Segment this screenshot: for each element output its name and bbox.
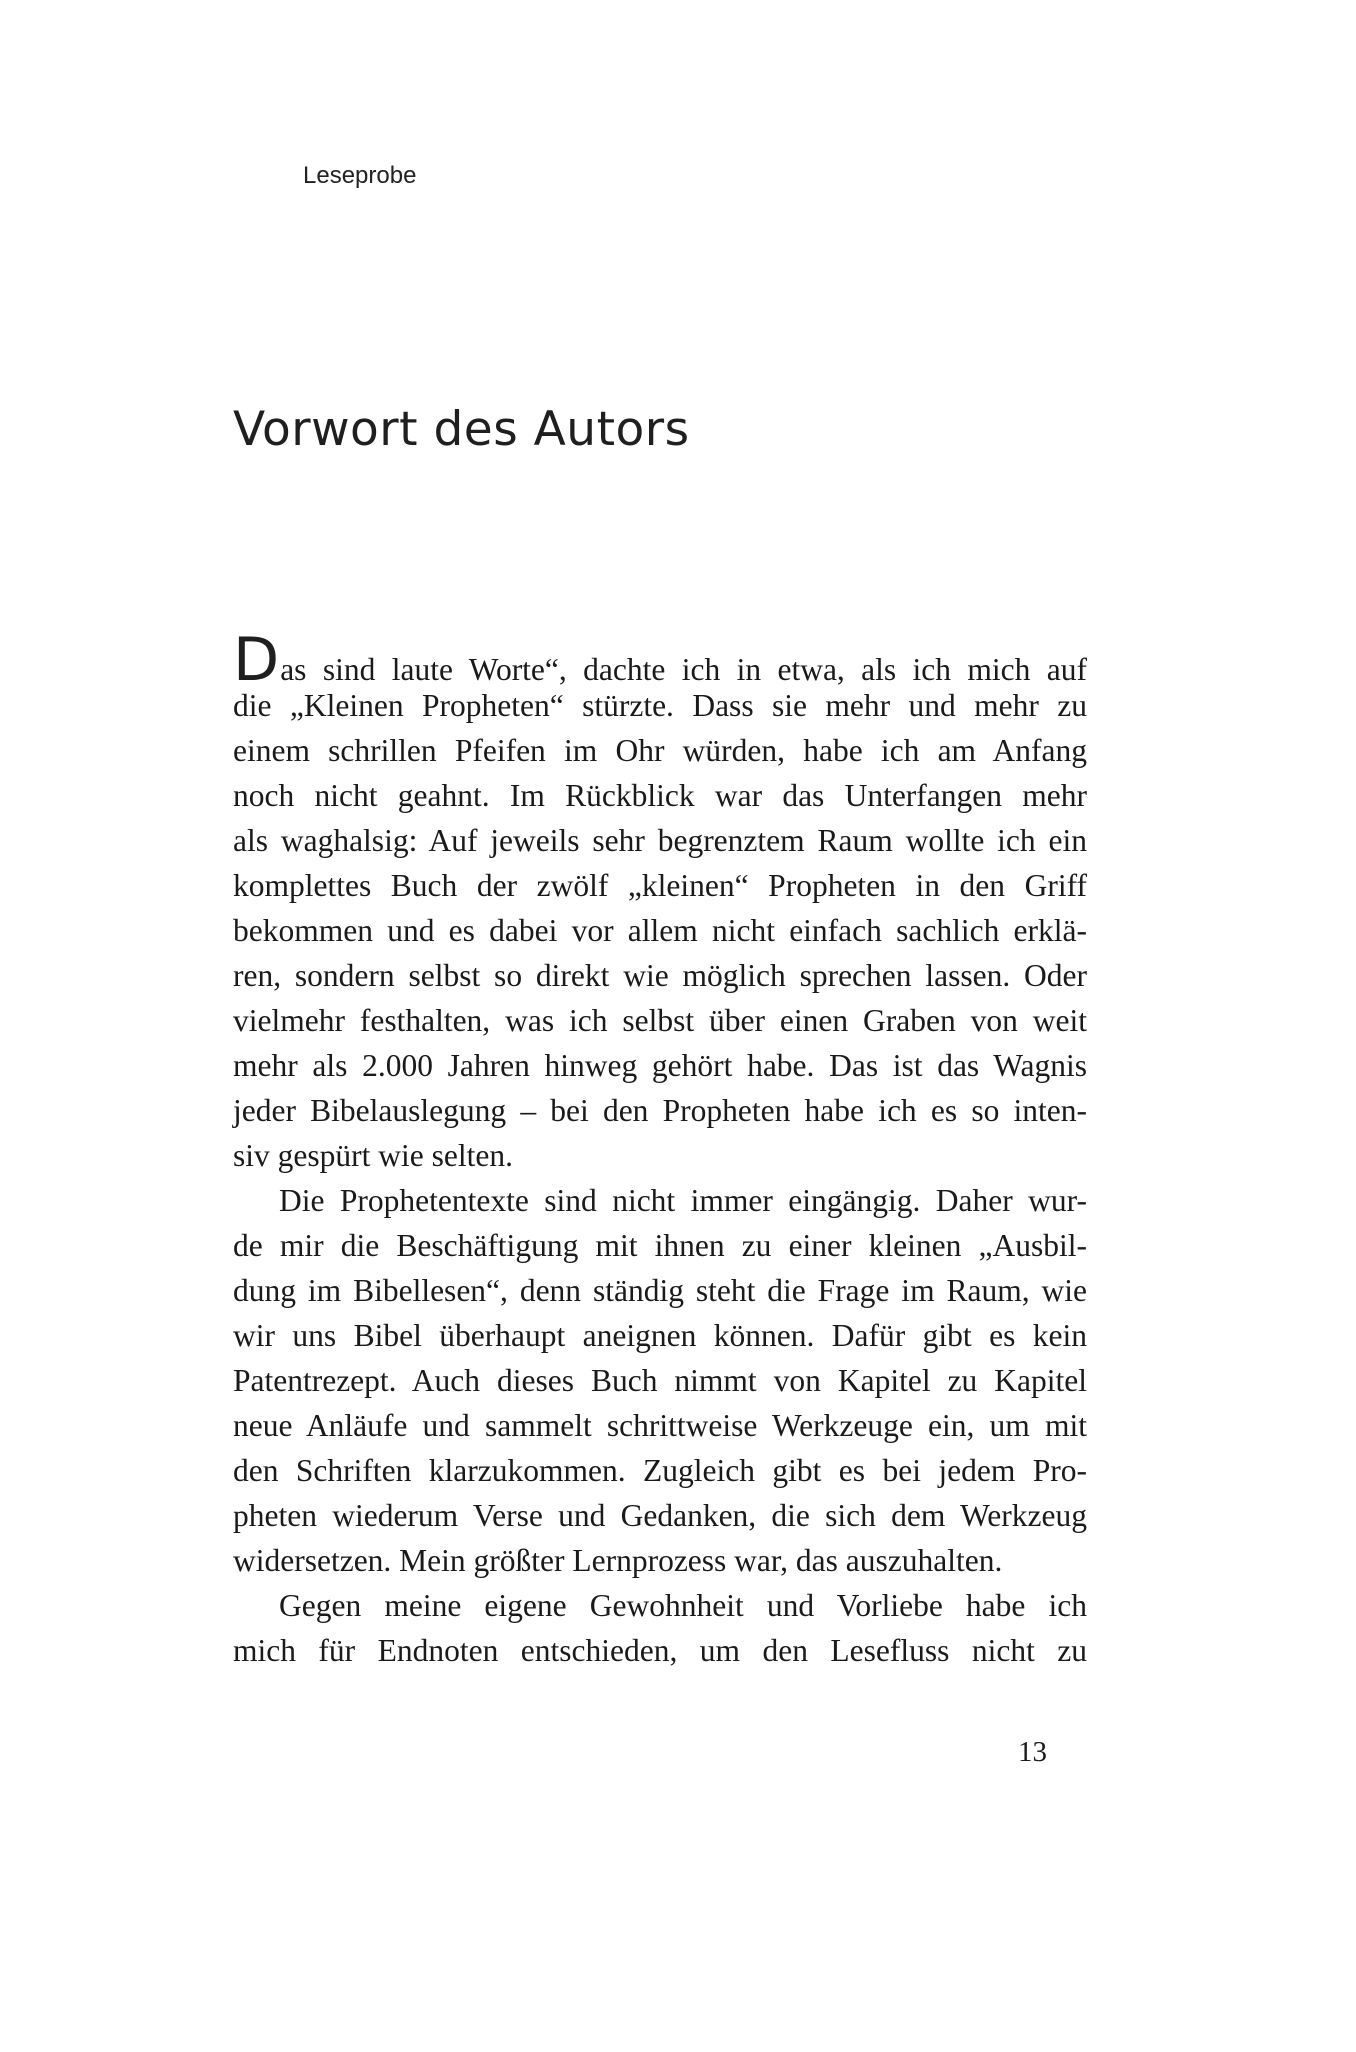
text-line: Die Prophetentexte sind nicht immer eingängig. Daher wur- <box>279 1183 1087 1218</box>
text-line: dung im Bibellesen“, denn ständig steht die Frage im Raum, wie <box>233 1273 1087 1308</box>
text-line: widersetzen. Mein größter Lernprozess war, das auszuhalten. <box>233 1543 1003 1578</box>
body-text <box>233 625 1087 1673</box>
text-line: noch nicht geahnt. Im Rückblick war das Unterfangen mehr <box>233 778 1087 813</box>
text-line: Das sind laute Worte“, dachte ich in etwa, als ich mich auf <box>233 625 1087 695</box>
text-line: Gegen meine eigene Gewohnheit und Vorliebe habe ich <box>279 1588 1087 1623</box>
drop-cap: D <box>233 625 280 695</box>
text-line: ren, sondern selbst so direkt wie möglich sprechen lassen. Oder <box>233 958 1087 993</box>
text-line: mehr als 2.000 Jahren hinweg gehört habe. Das ist das Wagnis <box>233 1048 1087 1083</box>
text-line: Patentrezept. Auch dieses Buch nimmt von Kapitel zu Kapitel <box>233 1363 1087 1398</box>
text-line: komplettes Buch der zwölf „kleinen“ Propheten in den Griff <box>233 868 1087 903</box>
chapter-title: Vorwort des Autors <box>233 402 690 457</box>
paragraph-1 <box>233 625 1087 1178</box>
text-line: vielmehr festhalten, was ich selbst über einen Graben von weit <box>233 1003 1087 1038</box>
text-line: den Schriften klarzukommen. Zugleich gibt es bei jedem Pro- <box>233 1453 1087 1488</box>
text-line: neue Anläufe und sammelt schrittweise Werkzeuge ein, um mit <box>233 1408 1087 1443</box>
text-line: die „Kleinen Propheten“ stürzte. Dass sie mehr und mehr zu <box>233 688 1087 723</box>
text-line: de mir die Beschäftigung mit ihnen zu einer kleinen „Ausbil- <box>233 1228 1087 1263</box>
text-line: bekommen und es dabei vor allem nicht einfach sachlich erklä- <box>233 913 1087 948</box>
text-line: pheten wiederum Verse und Gedanken, die sich dem Werkzeug <box>233 1498 1087 1533</box>
text-line: mich für Endnoten entschieden, um den Lesefluss nicht zu <box>233 1633 1087 1668</box>
text-line: als waghalsig: Auf jeweils sehr begrenztem Raum wollte ich ein <box>233 823 1087 858</box>
text-line: einem schrillen Pfeifen im Ohr würden, habe ich am Anfang <box>233 733 1087 768</box>
text-line: jeder Bibelauslegung – bei den Propheten habe ich es so inten- <box>233 1093 1087 1128</box>
paragraph-2 <box>233 1178 1087 1583</box>
paragraph-3 <box>233 1583 1087 1673</box>
page-number: 13 <box>1018 1736 1047 1768</box>
text-line: siv gespürt wie selten. <box>233 1138 513 1173</box>
sample-label: Leseprobe <box>303 162 417 189</box>
text-line: wir uns Bibel überhaupt aneignen können. Dafür gibt es kein <box>233 1318 1087 1353</box>
